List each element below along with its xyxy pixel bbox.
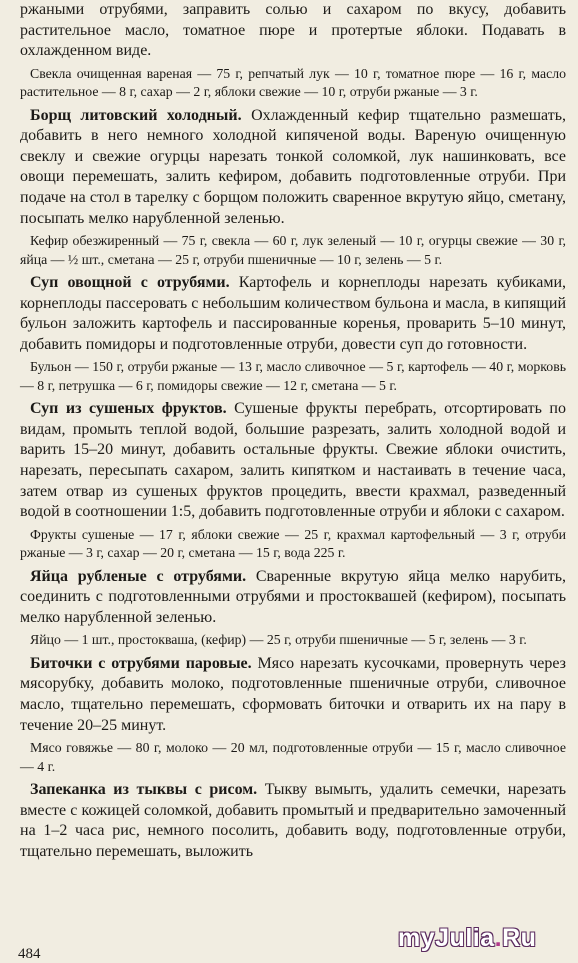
recipe-borsch [20,106,566,269]
page-text-column [20,0,566,862]
watermark-part1: my [398,924,436,952]
recipe-text: Тыкву вымыть, удалить семечки, нарезать вместе с кожицей соломкой, добавить промытый и предварительно замоченный на 1–2 часа рис, немного посолить, добавить воду, подготовленные отруби, тщательно перемешать, выложить [20,780,566,860]
recipe-dried-fruit-soup [20,399,566,562]
recipe-text: Картофель и корнеплоды нарезать кубиками, корнеплоды пассеровать с небольшим количеством бульона и масла, в кипящий бульон заложить картофель и пассированные коренья, проварить 5–10 минут, добавить помидоры и подготовленные отруби, довести суп до готовности. [20,273,566,353]
recipe-ingredients: Кефир обезжиренный — 75 г, свекла — 60 г, лук зеленый — 10 г, огурцы свежие — 30 г, яйца — ½ шт., сметана — 25 г, отруби пшеничные — 10 г, зелень — 5 г. [20,233,566,267]
recipe-steamed-patties [20,654,566,776]
recipe-text: Сваренные вкрутую яйца мелко нарубить, соединить с подготовленными отрубями и простоквашей (кефиром), посыпать мелко нарубленной зеленью. [20,567,566,626]
watermark-part3: Ru [502,924,537,952]
recipe-title: Суп из сушеных фруктов. [30,400,227,418]
recipe-text: Охлажденный кефир тщательно размешать, добавить в него немного холодной кипяченой воды. Вареную очищенную свеклу и свежие огурцы нарезать тонкой соломкой, лук нашинковать, все овощи перемешать, залить кефиром, добавить подготовленные отруби. При подаче на стол в тарелку с борщом положить сваренное вкрутую яйцо, сметану, посыпать мелко нарубленной зеленью. [20,106,566,227]
recipe-ingredients: Яйцо — 1 шт., простокваша, (кефир) — 25 г, отруби пшеничные — 5 г, зелень — 3 г. [30,632,527,648]
recipe-title: Суп овощной с отрубями. [30,273,230,291]
recipe-ingredients: Бульон — 150 г, отруби ржаные — 13 г, масло сливочное — 5 г, картофель — 40 г, морковь — 8 г, петрушка — 6 г, помидоры свежие — 12 г, сметана — 5 г. [20,359,566,393]
intro-paragraph: ржаными отрубями, заправить солью и сахаром по вкусу, добавить растительное масло, томатное пюре и протертые яблоки. Подавать в охлажденном виде. [20,1,566,60]
intro-ingredients: Свекла очищенная вареная — 75 г, репчатый лук — 10 г, томатное пюре — 16 г, масло растительное — 8 г, сахар — 2 г, яблоки свежие — 10 г, отруби ржаные — 3 г. [20,65,566,100]
recipe-chopped-eggs [20,567,566,650]
recipe-title: Биточки с отрубями паровые. [30,654,252,672]
recipe-vegetable-soup [20,273,566,395]
page-number: 484 [18,946,41,962]
recipe-text: Сушеные фрукты перебрать, отсортировать по видам, промыть теплой водой, большие разрезать, залить холодной водой и варить 15–20 минут, добавить остальные фрукты. Свежие яблоки очистить, нарезать, пересыпать сахаром, залить кипятком и настаивать в течение часа, затем отвар из сушеных фруктов процедить, ввести крахмал, разведенный водой в соотношении 1:5, добавить подготовленные отруби и яблоки с сахаром. [20,400,566,521]
recipe-title: Яйца рубленые с отрубями. [30,567,247,585]
watermark-part2: Julia [435,924,495,952]
recipe-title: Запеканка из тыквы с рисом. [30,780,258,798]
watermark-logo [398,924,536,953]
watermark-dot: . [494,924,503,952]
recipe-pumpkin-casserole [20,780,566,862]
recipe-ingredients: Фрукты сушеные — 17 г, яблоки свежие — 25 г, крахмал картофельный — 3 г, отруби ржаные — 3 г, сахар — 20 г, сметана — 15 г, вода 225 г. [20,526,566,561]
recipe-ingredients: Мясо говяжье — 80 г, молоко — 20 мл, подготовленные отруби — 15 г, масло сливочное — 4 г. [20,740,566,774]
recipe-text: Мясо нарезать кусочками, провернуть через мясорубку, добавить молоко, подготовленные пшеничные отруби, сливочное масло, тщательно перемешать, сформовать биточки и отварить их на пару в течение 20–25 минут. [20,654,566,734]
recipe-title: Борщ литовский холодный. [30,106,242,124]
